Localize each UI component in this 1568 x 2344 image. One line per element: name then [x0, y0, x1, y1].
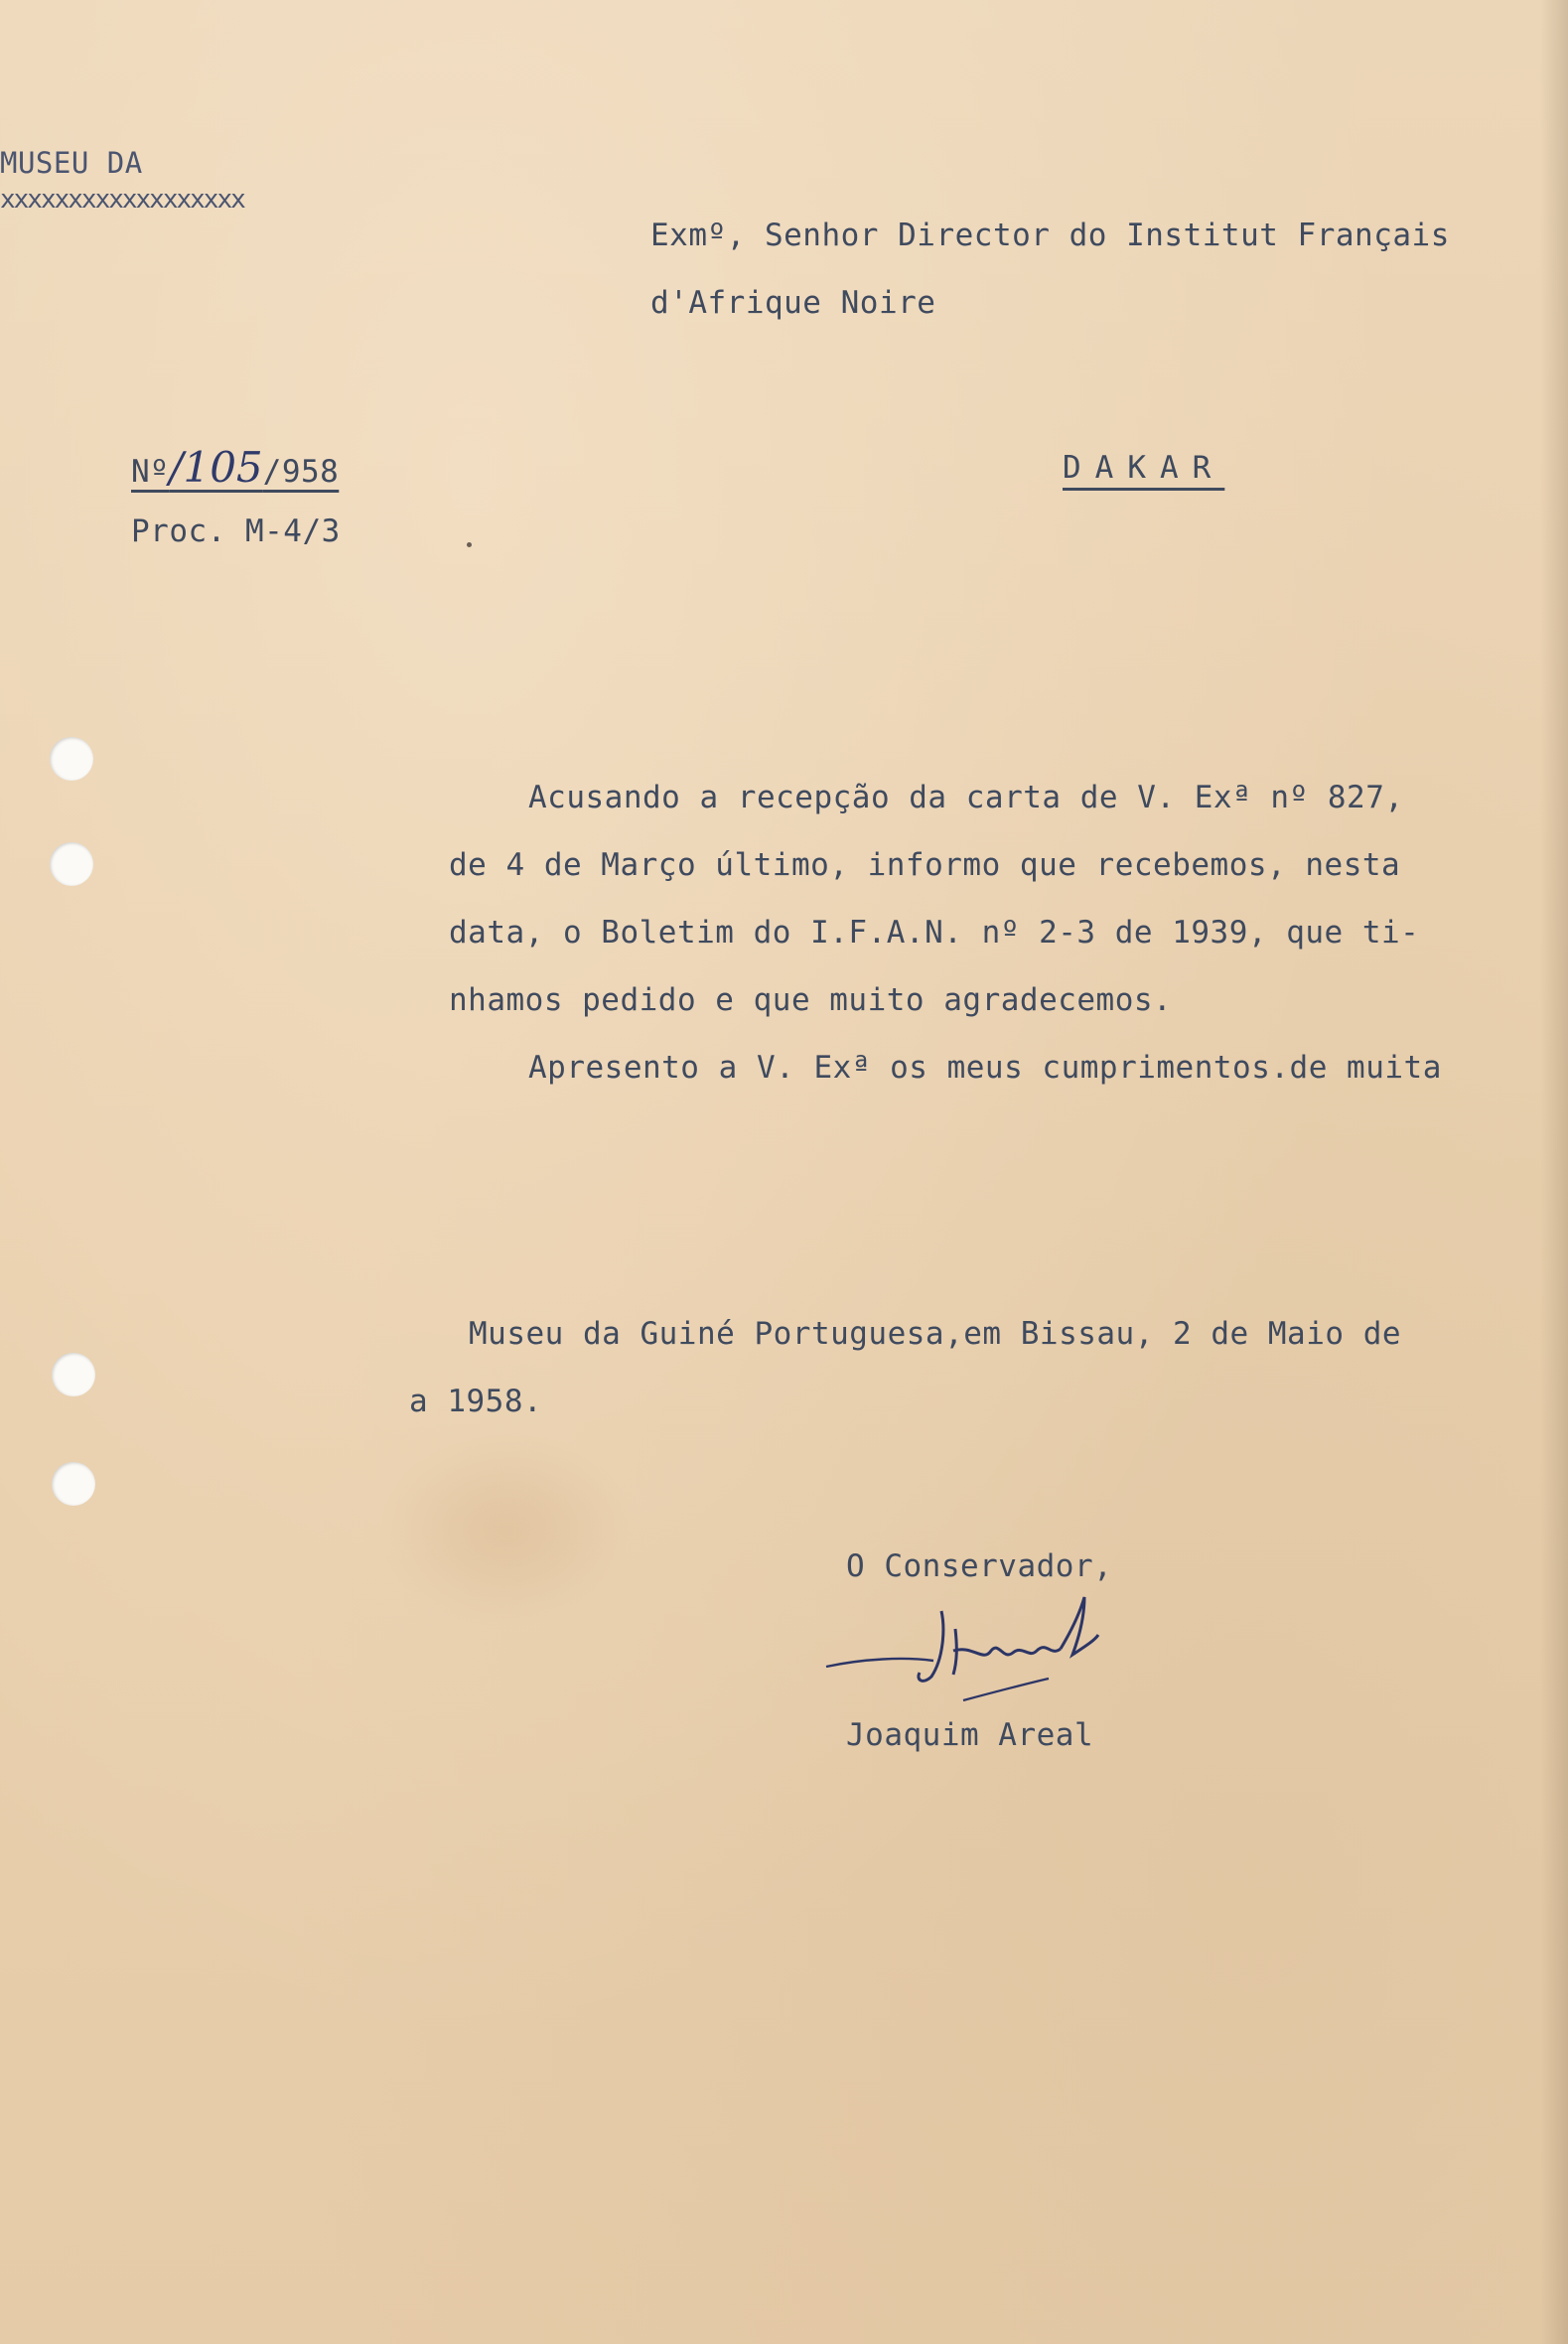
punch-hole [52, 1353, 95, 1396]
page-edge-shadow [1540, 0, 1568, 2344]
process-reference: Proc. M-4/3 [131, 513, 341, 549]
paper-stain [377, 1430, 636, 1629]
ink-dot [467, 542, 472, 547]
reference-year: /958 [262, 454, 340, 490]
punch-hole [50, 737, 93, 781]
place-date-line-2: a 1958. [409, 1384, 543, 1419]
handwritten-signature [824, 1589, 1142, 1718]
body-line: nhamos pedido e que muito agradecemos. [449, 982, 1173, 1018]
reference-prefix: Nº [131, 454, 170, 490]
addressee-line-2: d'Afrique Noire [650, 285, 936, 321]
addressee-city: DAKAR [1063, 450, 1225, 486]
signatory-title: O Conservador, [846, 1548, 1113, 1584]
reference-handwritten-number: /105 [169, 443, 263, 492]
body-line: Apresento a V. Exª os meus cumprimentos.de muita [528, 1050, 1442, 1086]
signatory-name: Joaquim Areal [846, 1717, 1094, 1753]
body-line: de 4 de Março último, informo que recebemos, nesta [449, 847, 1401, 883]
addressee-line-1: Exmº, Senhor Director do Institut Français [650, 218, 1450, 253]
letterhead-institution: MUSEU DA [0, 146, 143, 180]
punch-hole [50, 842, 93, 886]
place-date-line-1: Museu da Guiné Portuguesa,em Bissau, 2 de Maio de [469, 1316, 1402, 1352]
body-line: data, o Boletim do I.F.A.N. nº 2-3 de 1939, que ti- [449, 915, 1420, 951]
punch-hole [52, 1462, 95, 1506]
reference-number [131, 443, 340, 492]
letterhead-struck-out: xxxxxxxxxxxxxxxxxx [0, 185, 244, 215]
body-line: Acusando a recepção da carta de V. Exª nº 827, [528, 780, 1404, 815]
